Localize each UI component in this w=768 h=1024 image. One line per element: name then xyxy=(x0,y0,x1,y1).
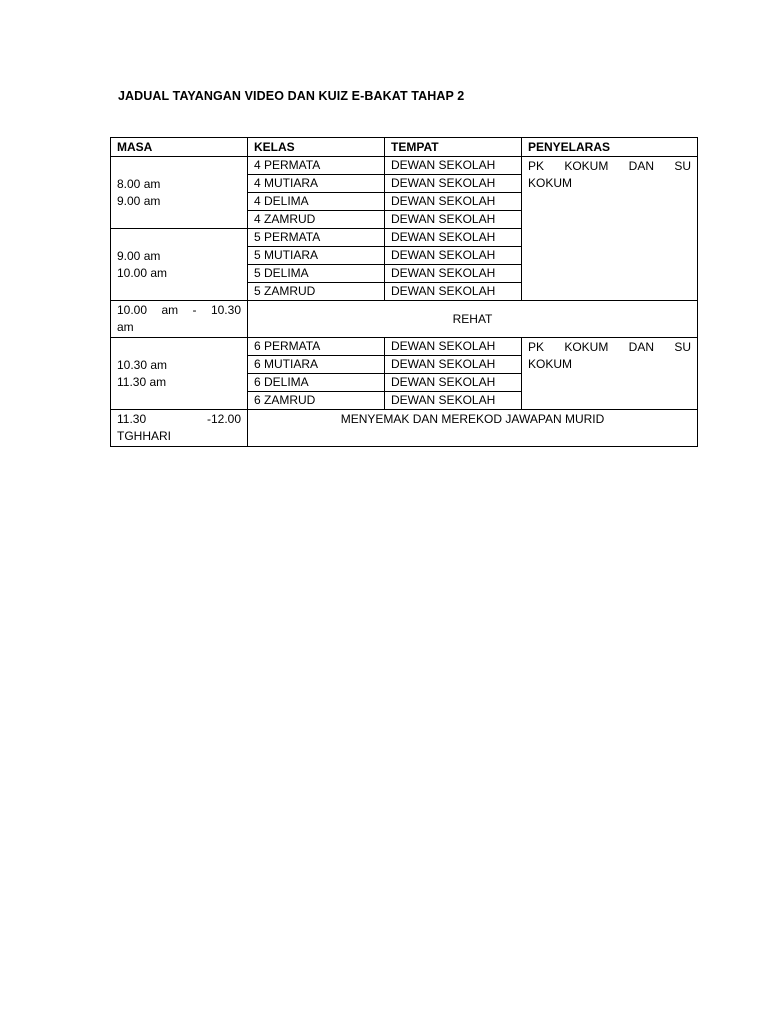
header-row xyxy=(111,138,698,157)
penyelaras-line1: PK KOKUM DAN SU xyxy=(528,340,691,354)
final-label: MENYEMAK DAN MEREKOD JAWAPAN MURID xyxy=(248,410,698,447)
time-end: 9.00 am xyxy=(117,193,161,208)
rehat-row xyxy=(111,301,698,338)
final-row xyxy=(111,410,698,447)
kelas-cell: 4 ZAMRUD xyxy=(248,211,385,229)
tempat-cell: DEWAN SEKOLAH xyxy=(385,338,522,356)
time-cell-final xyxy=(111,410,248,447)
tempat-cell: DEWAN SEKOLAH xyxy=(385,283,522,301)
penyelaras-line2: KOKUM xyxy=(528,176,573,190)
kelas-cell: 6 MUTIARA xyxy=(248,356,385,374)
kelas-cell: 4 DELIMA xyxy=(248,193,385,211)
penyelaras-line2: KOKUM xyxy=(528,357,573,371)
kelas-cell: 5 ZAMRUD xyxy=(248,283,385,301)
time-line2: am xyxy=(117,320,134,334)
table-row xyxy=(111,338,698,356)
kelas-cell: 6 PERMATA xyxy=(248,338,385,356)
kelas-cell: 4 PERMATA xyxy=(248,157,385,175)
tempat-cell: DEWAN SEKOLAH xyxy=(385,175,522,193)
document-title: JADUAL TAYANGAN VIDEO DAN KUIZ E-BAKAT TAHAP 2 xyxy=(118,89,465,103)
rehat-label: REHAT xyxy=(248,301,698,338)
tempat-cell: DEWAN SEKOLAH xyxy=(385,374,522,392)
time-start: 9.00 am xyxy=(117,248,161,263)
schedule-table xyxy=(110,137,698,447)
kelas-cell: 5 DELIMA xyxy=(248,265,385,283)
time-start: 8.00 am xyxy=(117,176,161,191)
header-masa: MASA xyxy=(111,138,248,157)
tempat-cell: DEWAN SEKOLAH xyxy=(385,356,522,374)
tempat-cell: DEWAN SEKOLAH xyxy=(385,193,522,211)
kelas-cell: 5 PERMATA xyxy=(248,229,385,247)
time-cell-block1 xyxy=(111,157,248,229)
tempat-cell: DEWAN SEKOLAH xyxy=(385,229,522,247)
time-cell-block3 xyxy=(111,338,248,410)
time-line1: 10.00 am - 10.30 xyxy=(117,303,241,317)
tempat-cell: DEWAN SEKOLAH xyxy=(385,265,522,283)
header-tempat: TEMPAT xyxy=(385,138,522,157)
kelas-cell: 6 DELIMA xyxy=(248,374,385,392)
tempat-cell: DEWAN SEKOLAH xyxy=(385,157,522,175)
penyelaras-line1: PK KOKUM DAN SU xyxy=(528,159,691,173)
penyelaras-cell-block3 xyxy=(522,338,698,410)
tempat-cell: DEWAN SEKOLAH xyxy=(385,211,522,229)
tempat-cell: DEWAN SEKOLAH xyxy=(385,247,522,265)
header-kelas: KELAS xyxy=(248,138,385,157)
table-row xyxy=(111,157,698,175)
kelas-cell: 5 MUTIARA xyxy=(248,247,385,265)
time-cell-block2 xyxy=(111,229,248,301)
time-cell-rehat xyxy=(111,301,248,338)
penyelaras-cell-block1 xyxy=(522,157,698,301)
time-end: 11.30 am xyxy=(117,374,167,389)
time-line1: 11.30 -12.00 xyxy=(117,412,241,426)
kelas-cell: 6 ZAMRUD xyxy=(248,392,385,410)
header-penyelaras: PENYELARAS xyxy=(522,138,698,157)
time-line2: TGHHARI xyxy=(117,429,171,443)
time-end: 10.00 am xyxy=(117,265,168,280)
kelas-cell: 4 MUTIARA xyxy=(248,175,385,193)
tempat-cell: DEWAN SEKOLAH xyxy=(385,392,522,410)
time-start: 10.30 am xyxy=(117,357,168,372)
